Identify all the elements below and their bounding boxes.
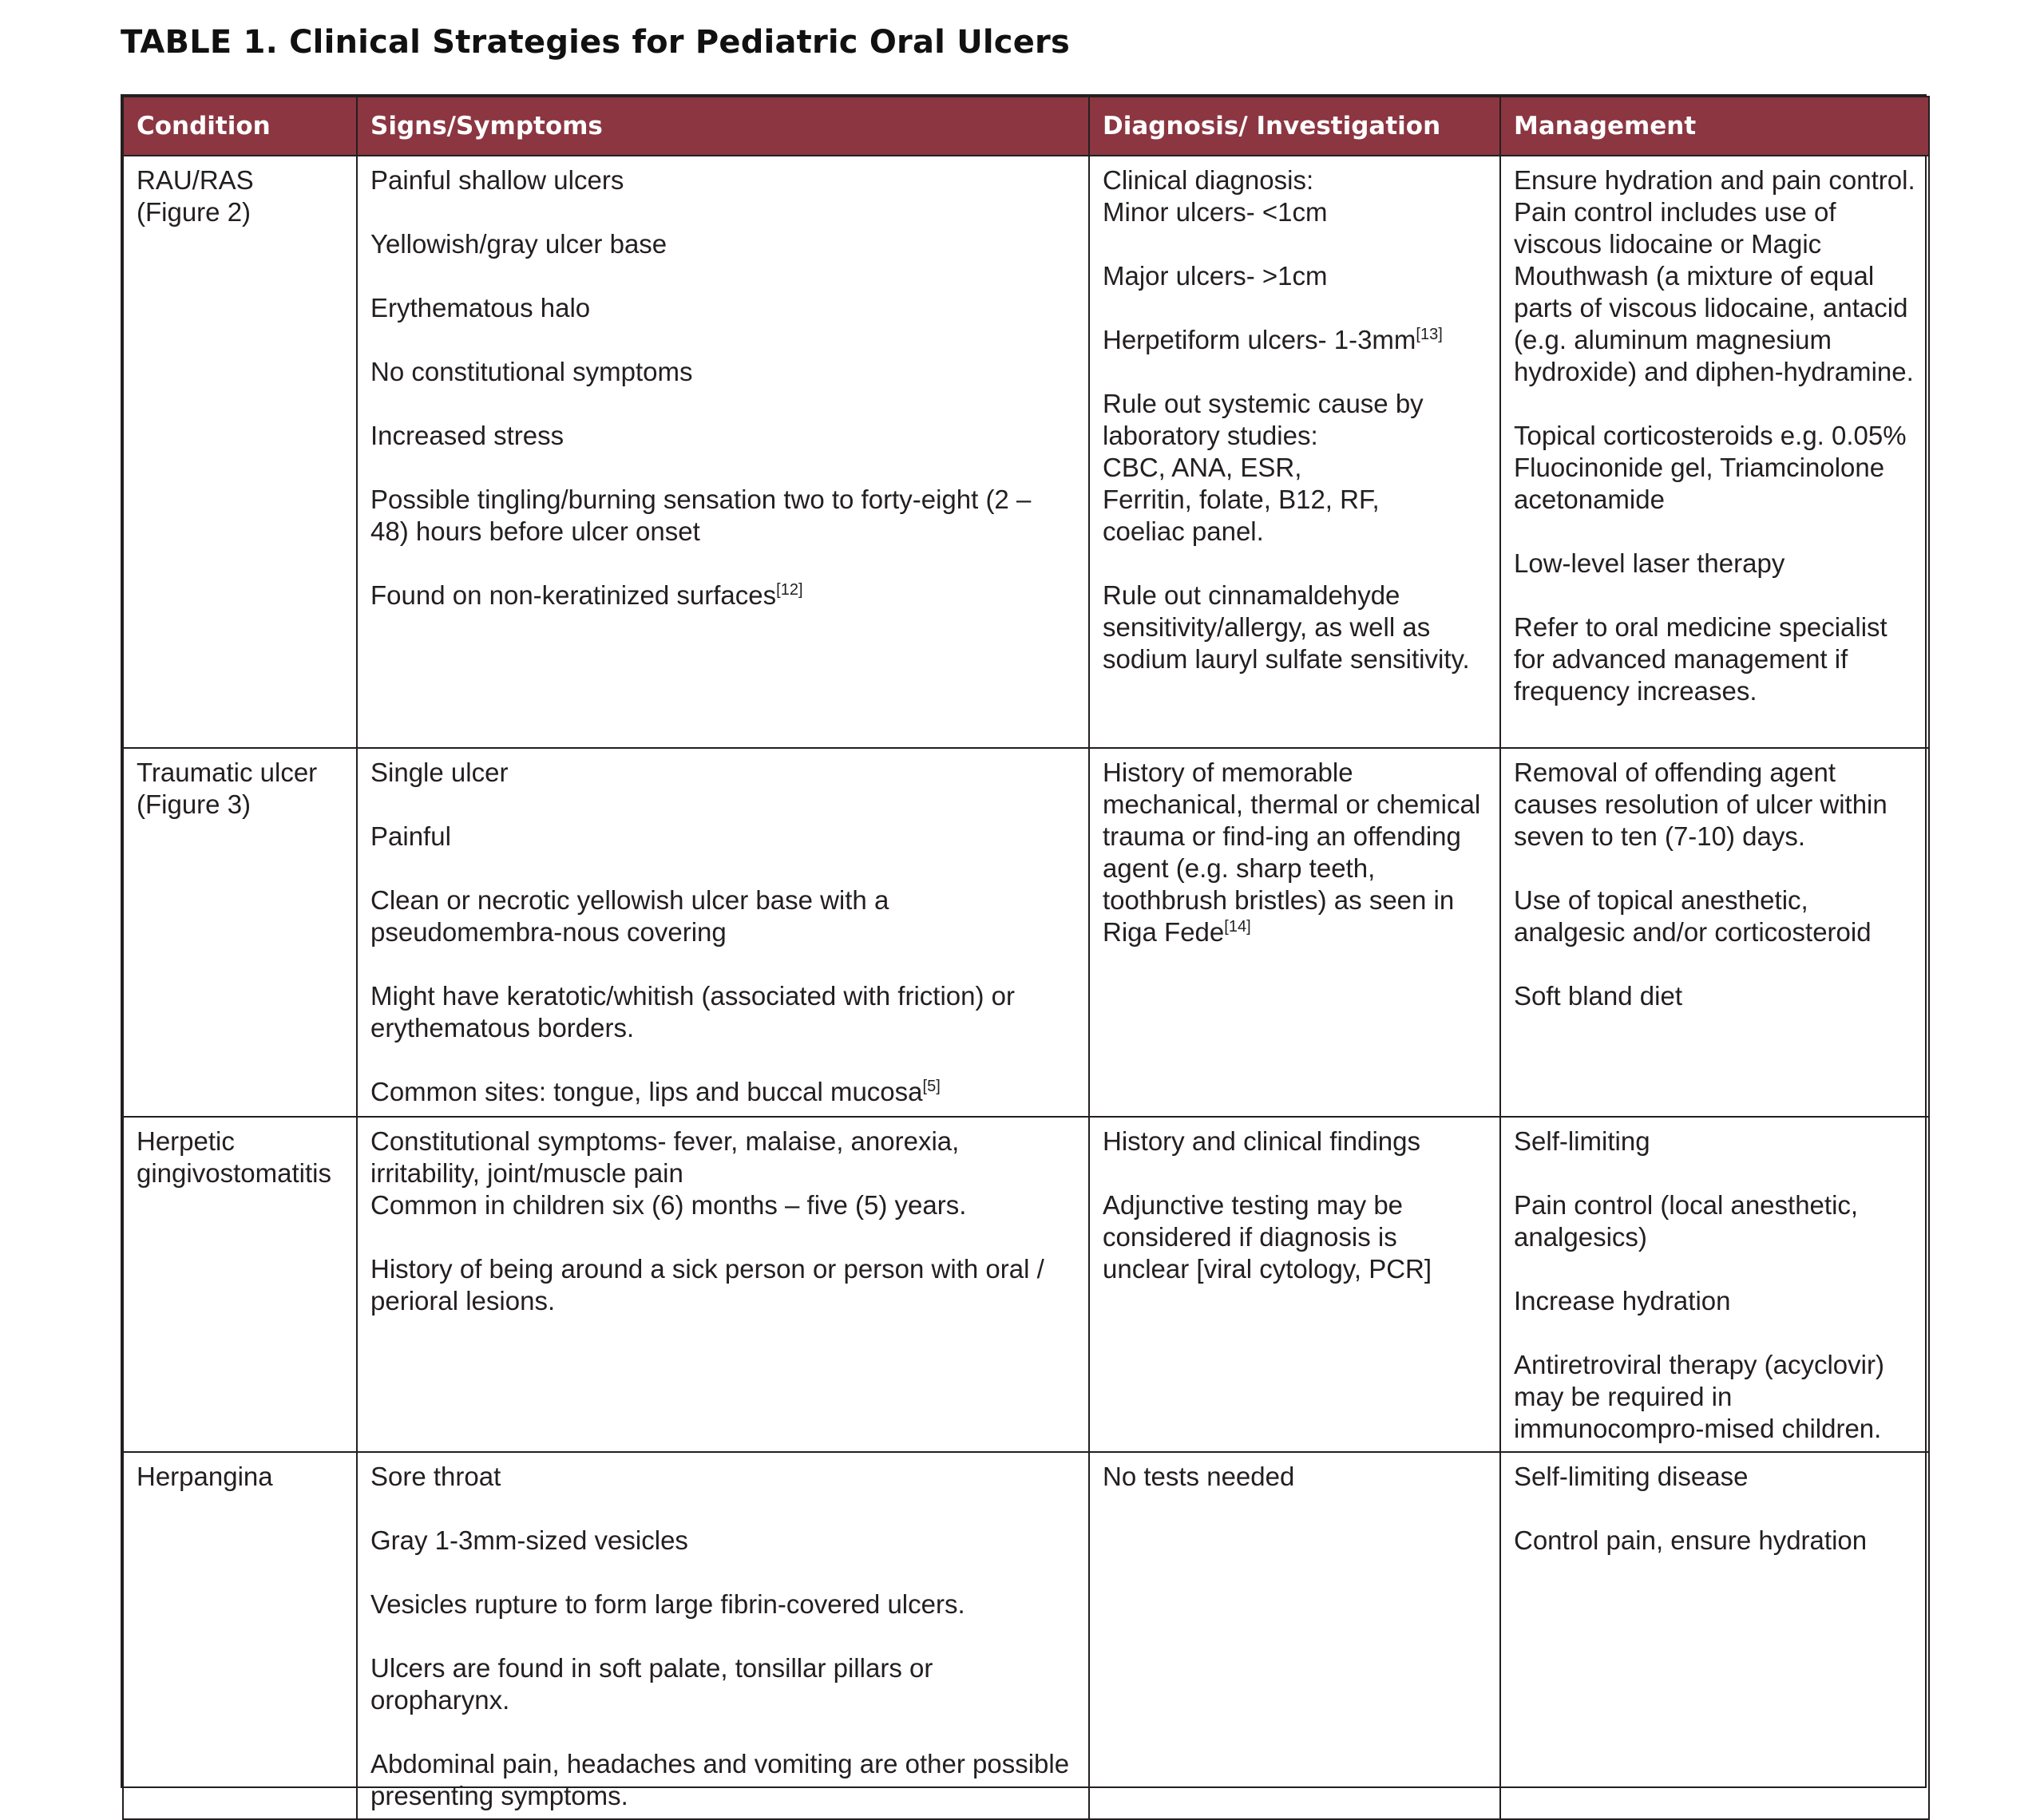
column-header-signs-symptoms: Signs/Symptoms [357,97,1089,156]
paragraph-text: Major ulcers- >1cm [1103,261,1328,291]
reference-citation: [13] [1416,326,1443,343]
management-cell [1500,748,1929,1117]
paragraph-text: Erythematous halo [370,293,591,322]
management-cell [1500,1117,1929,1452]
paragraph-text: Possible tingling/burning sensation two to forty-eight (2 – 48) hours before ulcer onset [370,485,1032,546]
table-row [123,1452,1929,1819]
table-row [123,1117,1929,1452]
cell-paragraph [1103,1461,1487,1493]
cell-paragraph [1514,1525,1915,1557]
condition-cell [123,156,357,748]
condition-cell [123,748,357,1117]
paragraph-text: Soft bland diet [1514,981,1682,1011]
paragraph-text: Pain control (local anesthetic, analgesics) [1514,1190,1859,1252]
cell-paragraph [1514,420,1915,516]
cell-paragraph [370,356,1075,388]
paragraph-text: Painful shallow ulcers [370,165,624,195]
cell-paragraph [370,1253,1075,1317]
paragraph-text: Increased stress [370,421,564,450]
paragraph-text: Increase hydration [1514,1286,1731,1316]
cell-paragraph [370,884,1075,948]
diagnosis-cell [1089,156,1500,748]
cell-paragraph [370,1461,1075,1493]
paragraph-text: Gray 1-3mm-sized vesicles [370,1525,688,1555]
cell-paragraph [370,1589,1075,1620]
paragraph-text: Self-limiting [1514,1126,1650,1156]
paragraph-text: Removal of offending agent causes resolution of ulcer within seven to ten (7-10) days. [1514,758,1887,851]
cell-paragraph [370,484,1075,548]
condition-line: Traumatic ulcer [137,758,318,787]
cell-paragraph [1514,980,1915,1012]
paragraph-text: Herpetiform ulcers- 1-3mm [1103,325,1416,354]
paragraph-line: Ferritin, folate, B12, RF, [1103,485,1380,514]
condition-cell [123,1117,357,1452]
cell-paragraph [370,1525,1075,1557]
clinical-strategies-table [121,94,1927,1810]
header-row [123,97,1929,156]
column-header-management: Management [1500,97,1929,156]
paragraph-text: Refer to oral medicine specialist for advanced management if frequency increases. [1514,612,1887,706]
cell-paragraph [1103,757,1487,948]
cell-paragraph [370,164,1075,196]
paragraph-line: Clinical diagnosis: [1103,165,1314,195]
cell-paragraph [370,292,1075,324]
cell-paragraph [1514,1461,1915,1493]
paragraph-text: History of memorable mechanical, thermal or chemical trauma or find-ing an offending agent (e.g. sharp teeth, toothbrush bristles) as seen in Riga Fede [1103,758,1481,947]
condition-cell [123,1452,357,1819]
diagnosis-cell [1089,1117,1500,1452]
paragraph-text: Adjunctive testing may be considered if diagnosis is unclear [viral cytology, PCR] [1103,1190,1432,1284]
diagnosis-cell [1089,1452,1500,1819]
cell-paragraph [1514,611,1915,707]
cell-paragraph [370,757,1075,789]
cell-paragraph [1103,324,1487,356]
cell-paragraph [1514,1349,1915,1445]
reference-citation: [5] [922,1078,941,1095]
cell-paragraph [370,420,1075,452]
paragraph-text: Use of topical anesthetic, analgesic and/or corticosteroid [1514,885,1872,947]
column-header-diagnosis: Diagnosis/ Investigation [1089,97,1500,156]
condition-line: gingivostomatitis [137,1158,331,1188]
condition-line: Herpangina [137,1462,273,1491]
cell-paragraph [370,1126,1075,1221]
paragraph-text: No tests needed [1103,1462,1295,1491]
paragraph-line: Common in children six (6) months – five (5) years. [370,1190,967,1220]
paragraph-text: Topical corticosteroids e.g. 0.05% Fluocinonide gel, Triamcinolone acetonamide [1514,421,1907,514]
paragraph-text: Control pain, ensure hydration [1514,1525,1868,1555]
paragraph-text: Single ulcer [370,758,509,787]
paragraph-text: Vesicles rupture to form large fibrin-covered ulcers. [370,1589,965,1619]
paragraph-text: Abdominal pain, headaches and vomiting are other possible presenting symptoms. [370,1749,1070,1810]
signs-symptoms-cell [357,1117,1089,1452]
cell-paragraph [370,228,1075,260]
paragraph-text: Clean or necrotic yellowish ulcer base with a pseudomembra-nous covering [370,885,889,947]
paragraph-line: coeliac panel. [1103,516,1264,546]
paragraph-line: Rule out systemic cause by [1103,389,1424,418]
cell-paragraph [1514,1189,1915,1253]
cell-paragraph [370,980,1075,1044]
paragraph-text: Yellowish/gray ulcer base [370,229,667,259]
paragraph-line: laboratory studies: [1103,421,1318,450]
paragraph-text: History and clinical findings [1103,1126,1421,1156]
paragraph-text: Sore throat [370,1462,501,1491]
condition-line: (Figure 2) [137,197,252,227]
paragraph-text: Self-limiting disease [1514,1462,1749,1491]
reference-citation: [12] [776,581,803,599]
column-header-condition: Condition [123,97,357,156]
paragraph-text: History of being around a sick person or person with oral / perioral lesions. [370,1254,1044,1316]
paragraph-text: Antiretroviral therapy (acyclovir) may be required in immunocompro-mised children. [1514,1350,1884,1443]
table-row [123,748,1929,1117]
cell-paragraph [370,1748,1075,1812]
condition-line: RAU/RAS [137,165,254,195]
cell-paragraph [1514,1126,1915,1157]
signs-symptoms-cell [357,748,1089,1117]
paragraph-text: Found on non-keratinized surfaces [370,580,777,610]
cell-paragraph [1103,580,1487,675]
management-cell [1500,156,1929,748]
cell-paragraph [1514,757,1915,853]
management-cell [1500,1452,1929,1819]
cell-paragraph [1103,260,1487,292]
cell-paragraph [370,1076,1075,1108]
cell-paragraph [1103,164,1487,228]
cell-paragraph [370,821,1075,853]
reference-citation: [14] [1224,918,1251,936]
signs-symptoms-cell [357,1452,1089,1819]
table-title: TABLE 1. Clinical Strategies for Pediatric Oral Ulcers [121,24,1070,61]
cell-paragraph [1514,164,1915,388]
paragraph-line: CBC, ANA, ESR, [1103,453,1302,482]
paragraph-line: Minor ulcers- <1cm [1103,197,1328,227]
diagnosis-cell [1089,748,1500,1117]
cell-paragraph [1103,388,1487,548]
paragraph-text: Ulcers are found in soft palate, tonsillar pillars or oropharynx. [370,1653,933,1715]
paragraph-text: Might have keratotic/whitish (associated with friction) or erythematous borders. [370,981,1015,1043]
cell-paragraph [370,1652,1075,1716]
cell-paragraph [1514,548,1915,580]
cell-paragraph [1514,884,1915,948]
paragraph-text: Low-level laser therapy [1514,548,1785,578]
paragraph-text: Rule out cinnamaldehyde sensitivity/allergy, as well as sodium lauryl sulfate sensitivity. [1103,580,1470,674]
cell-paragraph [1103,1189,1487,1285]
cell-paragraph [1514,1285,1915,1317]
table-row [123,156,1929,748]
signs-symptoms-cell [357,156,1089,748]
paragraph-text: Ensure hydration and pain control. Pain control includes use of viscous lidocaine or Magic Mouthwash (a mixture of equal parts of viscous lidocaine, antacid (e.g. aluminum magnesium hydroxide) and diphen-hydramine. [1514,165,1915,386]
paragraph-text: Common sites: tongue, lips and buccal mucosa [370,1077,923,1106]
cell-paragraph [1103,1126,1487,1157]
paragraph-text: No constitutional symptoms [370,357,693,386]
condition-line: (Figure 3) [137,789,252,819]
paragraph-text: Painful [370,821,451,851]
condition-line: Herpetic [137,1126,235,1156]
paragraph-line: Constitutional symptoms- fever, malaise, anorexia, irritability, joint/muscle pain [370,1126,960,1188]
cell-paragraph [370,580,1075,611]
